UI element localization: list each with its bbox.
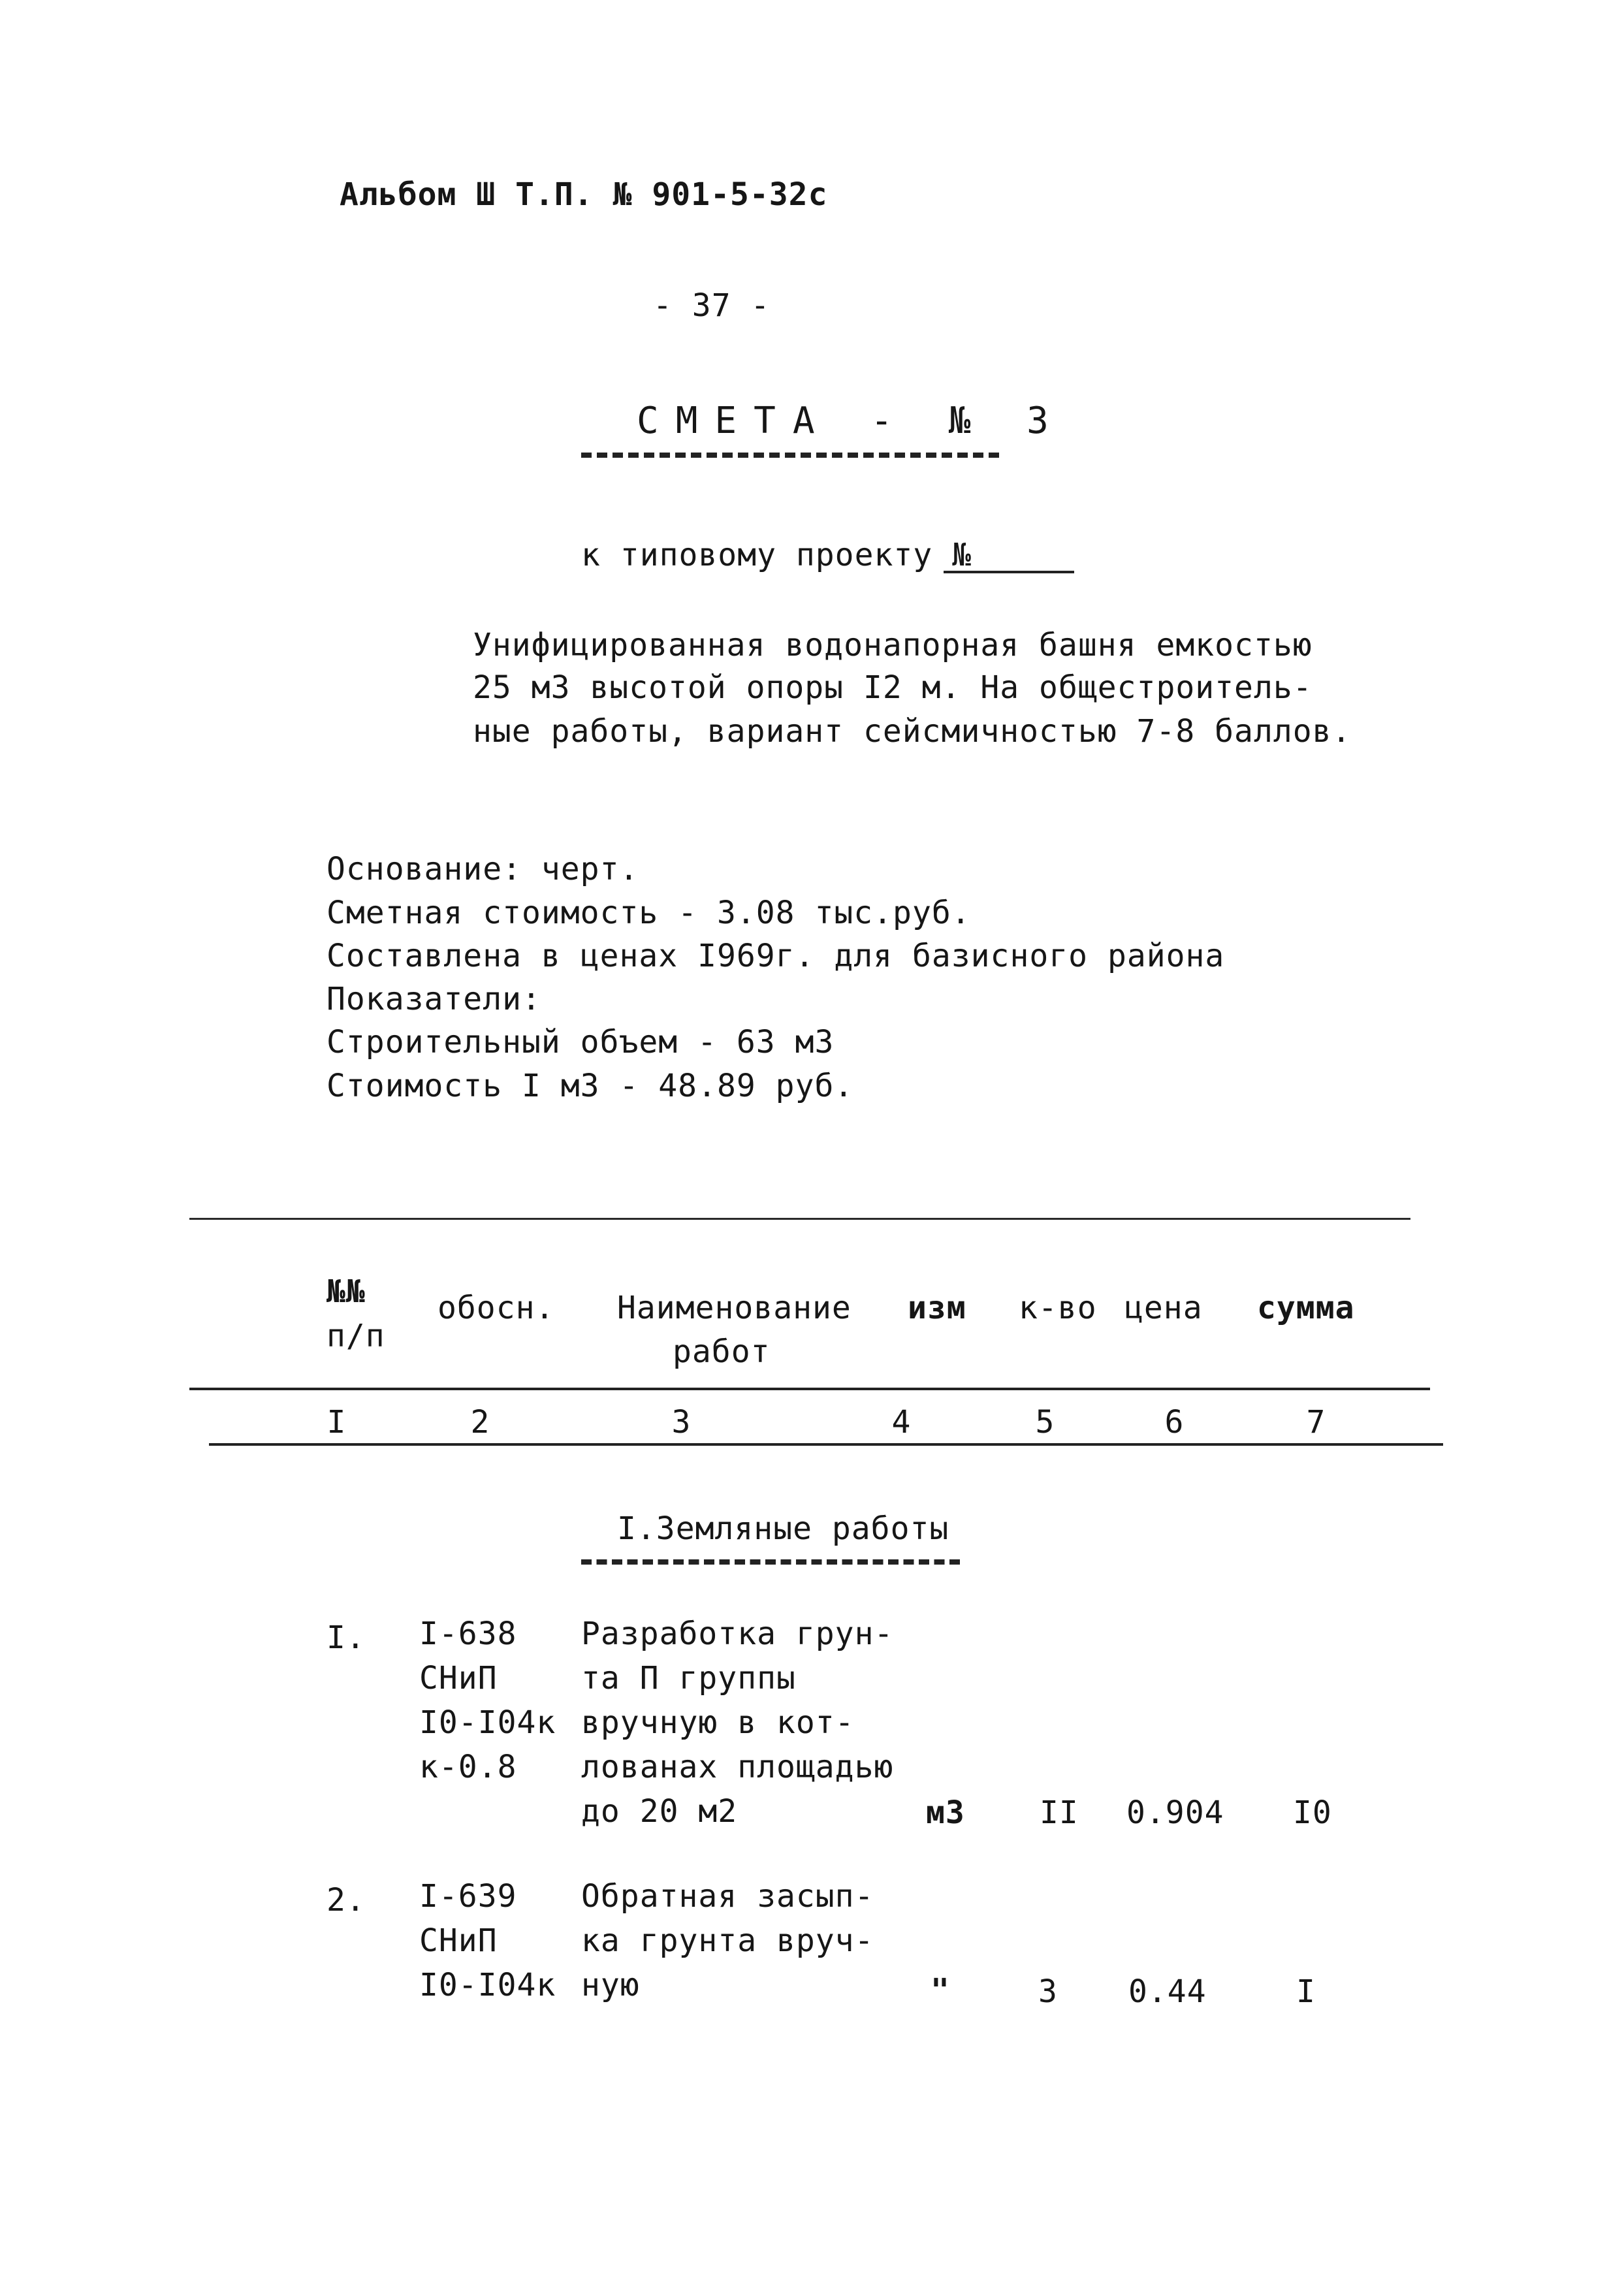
name-line: вручную в кот-	[581, 1704, 855, 1741]
table-top-rule	[189, 1218, 1410, 1220]
name-line: Обратная засып-	[581, 1878, 874, 1915]
document-title: СМЕТА - № 3	[637, 400, 1066, 442]
header-col2: обосн.	[438, 1290, 555, 1326]
header-col1-line2: п/п	[326, 1318, 385, 1354]
column-number: 4	[891, 1404, 911, 1441]
name-line: до 20 м2	[581, 1793, 738, 1830]
info-indicators: Показатели:	[326, 981, 541, 1017]
description-line: Унифицированная водонапорная башня емкостью	[473, 627, 1313, 663]
header-bottom-rule	[189, 1388, 1430, 1390]
row-sum: I	[1296, 1973, 1316, 2010]
header-col5: к-во	[1019, 1290, 1097, 1326]
header-col7: сумма	[1257, 1290, 1355, 1326]
basis-line: I-638	[419, 1616, 517, 1652]
basis-line: I-639	[419, 1878, 517, 1915]
name-line: та П группы	[581, 1660, 796, 1697]
album-reference: Альбом Ш Т.П. № 901-5-32с	[340, 176, 828, 213]
page-number: - 37 -	[653, 287, 771, 324]
row-price: 0.44	[1128, 1973, 1207, 2010]
header-col1-line1: №№	[326, 1273, 366, 1310]
info-basis: Основание: черт.	[326, 851, 639, 887]
description-line: 25 м3 высотой опоры I2 м. На общестроитель-	[473, 669, 1313, 706]
info-unit-cost: Стоимость I м3 - 48.89 руб.	[326, 1068, 854, 1104]
section-underline	[581, 1559, 960, 1565]
row-basis	[419, 1612, 556, 1789]
row-work-name	[581, 1612, 893, 1834]
name-line: ную	[581, 1967, 640, 2003]
info-cost: Сметная стоимость - 3.08 тыс.руб.	[326, 895, 971, 931]
title-underline	[581, 453, 999, 458]
name-line: лованах площадью	[581, 1749, 894, 1785]
column-number: 7	[1306, 1404, 1326, 1441]
row-unit: м3	[926, 1794, 965, 1831]
header-col3-line2: работ	[673, 1333, 771, 1370]
info-prices: Составлена в ценах I969г. для базисного района	[326, 938, 1225, 974]
row-quantity: 3	[1038, 1973, 1058, 2010]
column-numbers-rule	[209, 1443, 1443, 1446]
row-price: 0.904	[1126, 1794, 1224, 1831]
row-unit: "	[931, 1972, 950, 2009]
description-line: ные работы, вариант сейсмичностью 7-8 баллов.	[473, 713, 1352, 750]
basis-line: СНиП	[419, 1660, 498, 1697]
row-basis	[419, 1874, 556, 2007]
info-volume: Строительный объем - 63 м3	[326, 1024, 835, 1060]
project-number-blank	[944, 571, 1074, 573]
section-title: I.Земляные работы	[617, 1510, 949, 1547]
header-col3-line1: Наименование	[617, 1290, 852, 1326]
row-work-name	[581, 1874, 874, 2007]
name-line: ка грунта вруч-	[581, 1922, 874, 1959]
project-reference: к типовому проекту №	[581, 537, 972, 573]
row-quantity: II	[1040, 1794, 1079, 1831]
basis-line: I0-I04к	[419, 1704, 556, 1741]
column-number: I	[326, 1404, 346, 1441]
basis-line: I0-I04к	[419, 1967, 556, 2003]
row-number: 2.	[326, 1882, 366, 1919]
row-sum: I0	[1293, 1794, 1332, 1831]
basis-line: к-0.8	[419, 1749, 517, 1785]
column-number: 2	[470, 1404, 490, 1441]
name-line: Разработка грун-	[581, 1616, 894, 1652]
header-col6: цена	[1124, 1290, 1203, 1326]
column-number: 5	[1035, 1404, 1055, 1441]
basis-line: СНиП	[419, 1922, 498, 1959]
row-number: I.	[326, 1619, 366, 1656]
column-number: 3	[671, 1404, 691, 1441]
column-number: 6	[1164, 1404, 1184, 1441]
header-col4: изм	[908, 1290, 966, 1326]
